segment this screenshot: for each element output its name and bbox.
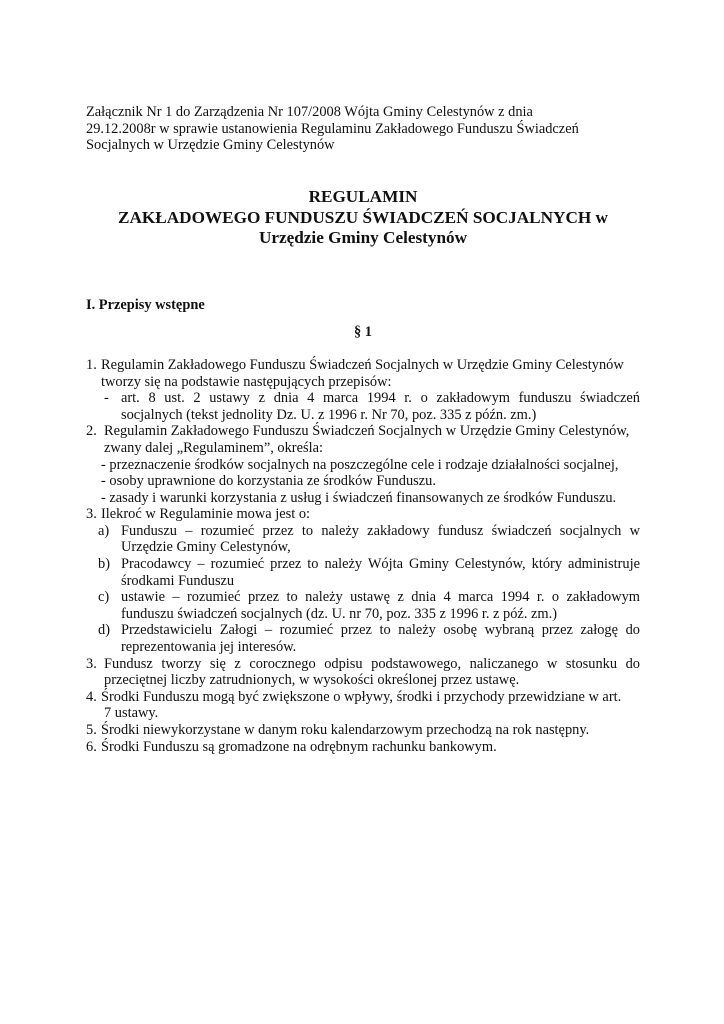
sub-item-label: d) [98, 622, 110, 638]
item-number: 1. [86, 357, 97, 373]
sub-item-text: socjalnych (tekst jednolity Dz. U. z 1996 r. Nr 70, poz. 335 z późn. zm.) [121, 407, 537, 423]
item-text: Ilekroć w Regulaminie mowa jest o: [101, 506, 311, 522]
item-text: Środki Funduszu mogą być zwiększone o wpływy, środki i przychody przewidziane w art. [101, 689, 622, 705]
document-header [86, 104, 640, 154]
sub-item-label: a) [98, 523, 110, 539]
title-line: ZAKŁADOWEGO FUNDUSZU ŚWIADCZEŃ SOCJALNYCH w [118, 207, 608, 227]
dash-bullet: - [104, 390, 109, 406]
sub-item-text: Funduszu – rozumieć przez to należy zakładowy fundusz świadczeń socjalnych w [121, 523, 640, 539]
sub-item-text: Przedstawicielu Załogi – rozumieć przez to należy osobę wybraną przez załogę do [121, 622, 640, 638]
paragraph-mark: § 1 [354, 324, 372, 340]
bullet-text: - osoby uprawnione do korzystania ze środków Funduszu. [101, 473, 436, 489]
sub-item-text: art. 8 ust. 2 ustawy z dnia 4 marca 1994 r. o zakładowym funduszu świadczeń [121, 390, 640, 406]
sub-item-label: b) [98, 556, 110, 572]
document-title [86, 187, 640, 249]
item-text: tworzy się na podstawie następujących przepisów: [101, 374, 392, 390]
bullet-text: - przeznaczenie środków socjalnych na poszczególne cele i rodzaje działalności socjalnej, [101, 457, 619, 473]
sub-item-text: reprezentowania jej interesów. [121, 639, 297, 655]
item-number: 3. [86, 656, 97, 672]
item-text: przeciętnej liczby zatrudnionych, w wysokości określonej przez ustawę. [104, 672, 520, 688]
item-text: Regulamin Zakładowego Funduszu Świadczeń Socjalnych w Urzędzie Gminy Celestynów [101, 357, 624, 373]
item-number: 2. [86, 423, 97, 439]
sub-item-text: Urzędzie Gminy Celestynów, [121, 539, 291, 555]
item-text: zwany dalej „Regulaminem”, określa: [104, 440, 323, 456]
header-line: Socjalnych w Urzędzie Gminy Celestynów [86, 137, 335, 154]
section-heading: I. Przepisy wstępne [86, 297, 205, 313]
header-line: 29.12.2008r w sprawie ustanowienia Regulaminu Zakładowego Funduszu Świadczeń [86, 120, 579, 137]
item-number: 6. [86, 739, 97, 755]
title-line: Urzędzie Gminy Celestynów [258, 228, 468, 247]
item-text: 7 ustawy. [104, 705, 159, 721]
item-number: 4. [86, 689, 97, 705]
item-text: Fundusz tworzy się z corocznego odpisu podstawowego, naliczanego w stosunku do [104, 656, 640, 672]
header-line: Załącznik Nr 1 do Zarządzenia Nr 107/2008 Wójta Gminy Celestynów z dnia [86, 104, 533, 120]
sub-item-label: c) [98, 589, 110, 605]
sub-item-text: środkami Funduszu [121, 573, 235, 589]
bullet-text: - zasady i warunki korzystania z usług i świadczeń finansowanych ze środków Funduszu. [101, 490, 617, 506]
sub-item-text: funduszu świadczeń socjalnych (dz. U. nr 70, poz. 335 z 1996 r. z póź. zm.) [121, 606, 557, 622]
sub-item-text: Pracodawcy – rozumieć przez to należy Wójta Gminy Celestynów, który administruje [121, 556, 640, 572]
item-text: Środki Funduszu są gromadzone na odrębnym rachunku bankowym. [101, 739, 497, 755]
item-number: 5. [86, 722, 97, 738]
item-text: Środki niewykorzystane w danym roku kalendarzowym przechodzą na rok następny. [101, 722, 590, 738]
item-text: Regulamin Zakładowego Funduszu Świadczeń Socjalnych w Urzędzie Gminy Celestynów, [104, 423, 630, 439]
title-line: REGULAMIN [308, 187, 418, 206]
sub-item-text: ustawie – rozumieć przez to należy ustawę z dnia 4 marca 1994 r. o zakładowym [121, 589, 640, 605]
item-number: 3. [86, 506, 97, 522]
